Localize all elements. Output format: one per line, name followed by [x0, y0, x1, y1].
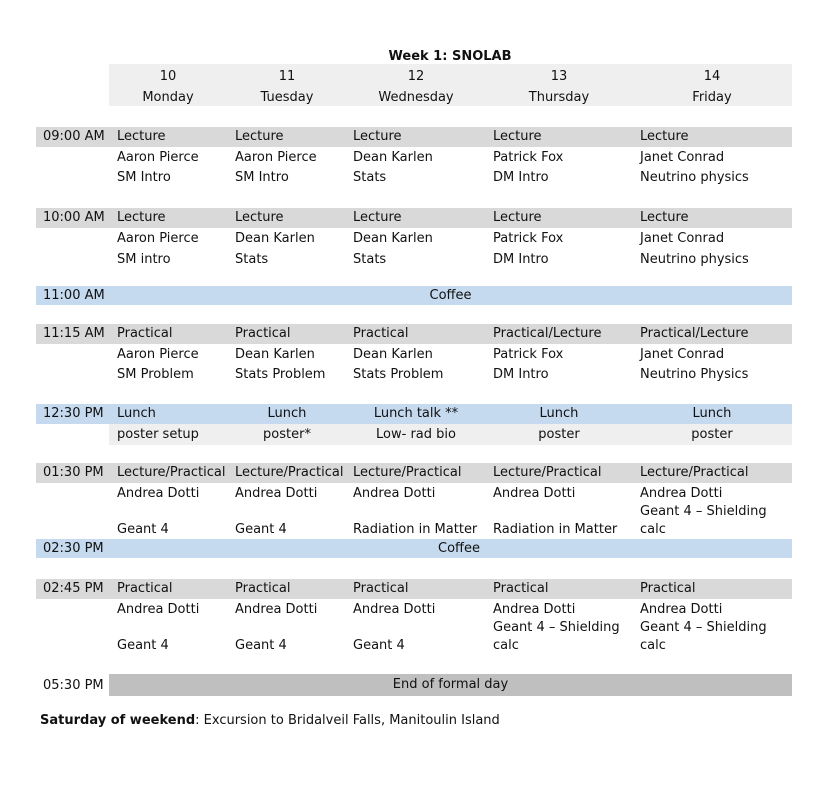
- session-1000-line: Patrick Fox: [493, 231, 564, 246]
- day-name: Wednesday: [378, 90, 454, 105]
- lunch-label: Lunch: [539, 406, 579, 421]
- session-1445-line: Geant 4: [353, 638, 405, 653]
- session-1115-line: Practical/Lecture: [640, 326, 749, 341]
- session-0900-line: DM Intro: [493, 170, 549, 185]
- day-number: 12: [407, 69, 425, 84]
- session-1000-line: Neutrino physics: [640, 252, 749, 267]
- session-0900-line: Lecture: [353, 129, 402, 144]
- session-1115-line: Neutrino Physics: [640, 367, 749, 382]
- session-1000-line: Lecture: [353, 210, 402, 225]
- session-1445-line: Geant 4: [117, 638, 169, 653]
- session-1445-line: calc: [493, 638, 519, 653]
- session-1330-line: Geant 4 – Shielding: [640, 504, 767, 519]
- session-1115-line: Stats Problem: [353, 367, 444, 382]
- session-1330-line: Andrea Dotti: [353, 486, 436, 501]
- session-1445-line: Practical: [353, 581, 409, 596]
- day-number: 10: [159, 69, 177, 84]
- session-1000-line: Lecture: [493, 210, 542, 225]
- session-1000-line: Dean Karlen: [353, 231, 433, 246]
- session-0900-line: Neutrino physics: [640, 170, 749, 185]
- session-1330-line: Radiation in Matter: [493, 522, 618, 537]
- session-1445-line: calc: [640, 638, 666, 653]
- session-1330-line: Andrea Dotti: [117, 486, 200, 501]
- session-1000-line: Janet Conrad: [640, 231, 725, 246]
- coffee-break-label: Coffee: [429, 288, 472, 303]
- session-1445-line: Andrea Dotti: [640, 602, 723, 617]
- session-1115-line: Aaron Pierce: [117, 347, 199, 362]
- session-1445-line: Andrea Dotti: [493, 602, 576, 617]
- lunch-label: Lunch: [692, 406, 732, 421]
- session-0900-line: Aaron Pierce: [117, 150, 199, 165]
- session-0900-line: Stats: [353, 170, 387, 185]
- session-1000-line: Dean Karlen: [235, 231, 315, 246]
- page-title: Week 1: SNOLAB: [388, 49, 512, 64]
- session-1115-line: Practical/Lecture: [493, 326, 602, 341]
- day-name: Tuesday: [260, 90, 314, 105]
- session-0900-line: Lecture: [640, 129, 689, 144]
- session-1115-line: Patrick Fox: [493, 347, 564, 362]
- session-1445-line: Andrea Dotti: [117, 602, 200, 617]
- time-label: 11:00 AM: [43, 288, 105, 303]
- session-1000-line: Lecture: [117, 210, 166, 225]
- session-1115-line: Stats Problem: [235, 367, 326, 382]
- lunch-label: Lunch: [267, 406, 307, 421]
- session-1115-line: DM Intro: [493, 367, 549, 382]
- day-number: 11: [278, 69, 296, 84]
- coffee-break-label: Coffee: [438, 541, 480, 556]
- footer-note: [40, 713, 500, 728]
- time-label: 02:30 PM: [43, 541, 104, 556]
- session-1330-line: Lecture/Practical: [493, 465, 602, 480]
- session-0900-line: SM Intro: [117, 170, 171, 185]
- day-number: 14: [703, 69, 721, 84]
- session-1330-line: calc: [640, 522, 666, 537]
- time-label: 01:30 PM: [43, 465, 104, 480]
- session-1445-line: Andrea Dotti: [353, 602, 436, 617]
- session-1115-line: Janet Conrad: [640, 347, 725, 362]
- time-label: 05:30 PM: [43, 678, 104, 693]
- session-1445-line: Practical: [640, 581, 696, 596]
- session-1115-line: Practical: [353, 326, 409, 341]
- footer-note-text: : Excursion to Bridalveil Falls, Manitoulin Island: [195, 713, 500, 728]
- session-1445-line: Geant 4: [235, 638, 287, 653]
- day-name: Thursday: [528, 90, 590, 105]
- session-1330-line: Andrea Dotti: [640, 486, 723, 501]
- session-1330-line: Lecture/Practical: [353, 465, 462, 480]
- session-1330-line: Andrea Dotti: [235, 486, 318, 501]
- session-0900-line: SM Intro: [235, 170, 289, 185]
- session-1115-line: Dean Karlen: [235, 347, 315, 362]
- session-1115-line: Dean Karlen: [353, 347, 433, 362]
- lunch-sub: Low- rad bio: [376, 427, 456, 442]
- session-0900-line: Patrick Fox: [493, 150, 564, 165]
- session-1445-line: Practical: [493, 581, 549, 596]
- lunch-sub: poster: [691, 427, 733, 442]
- session-1115-line: Practical: [235, 326, 291, 341]
- session-1330-line: Lecture/Practical: [235, 465, 344, 480]
- lunch-label: Lunch talk **: [373, 406, 459, 421]
- end-of-day-label: End of formal day: [392, 677, 509, 692]
- session-1115-line: SM Problem: [117, 367, 194, 382]
- session-0900-line: Lecture: [493, 129, 542, 144]
- time-label: 10:00 AM: [43, 210, 105, 225]
- session-0900-line: Lecture: [117, 129, 166, 144]
- session-1000-line: Aaron Pierce: [117, 231, 199, 246]
- lunch-sub: poster setup: [117, 427, 199, 442]
- session-1000-line: Lecture: [235, 210, 284, 225]
- session-1445-line: Practical: [235, 581, 291, 596]
- session-1000-line: DM Intro: [493, 252, 549, 267]
- day-name: Monday: [142, 90, 194, 105]
- session-1330-line: Radiation in Matter: [353, 522, 478, 537]
- session-0900-line: Lecture: [235, 129, 284, 144]
- session-1445-line: Geant 4 – Shielding: [640, 620, 767, 635]
- session-0900-line: Aaron Pierce: [235, 150, 317, 165]
- session-0900-line: Janet Conrad: [640, 150, 725, 165]
- time-label: 11:15 AM: [43, 326, 105, 341]
- session-1330-line: Lecture/Practical: [640, 465, 749, 480]
- time-label: 12:30 PM: [43, 406, 104, 421]
- session-0900-line: Dean Karlen: [353, 150, 433, 165]
- session-1000-line: SM intro: [117, 252, 171, 267]
- footer-note-bold: Saturday of weekend: [40, 713, 196, 728]
- lunch-sub: poster: [538, 427, 580, 442]
- time-label: 02:45 PM: [43, 581, 104, 596]
- lunch-label: Lunch: [117, 406, 156, 421]
- session-1330-line: Geant 4: [117, 522, 169, 537]
- session-1115-line: Practical: [117, 326, 173, 341]
- day-number: 13: [550, 69, 568, 84]
- session-1445-line: Geant 4 – Shielding: [493, 620, 620, 635]
- session-1000-line: Lecture: [640, 210, 689, 225]
- session-1330-line: Andrea Dotti: [493, 486, 576, 501]
- lunch-sub: poster*: [263, 427, 311, 442]
- session-1000-line: Stats: [353, 252, 387, 267]
- session-1330-line: Geant 4: [235, 522, 287, 537]
- session-1000-line: Stats: [235, 252, 269, 267]
- time-label: 09:00 AM: [43, 129, 105, 144]
- day-name: Friday: [692, 90, 732, 105]
- session-1445-line: Practical: [117, 581, 173, 596]
- session-1445-line: Andrea Dotti: [235, 602, 318, 617]
- session-1330-line: Lecture/Practical: [117, 465, 226, 480]
